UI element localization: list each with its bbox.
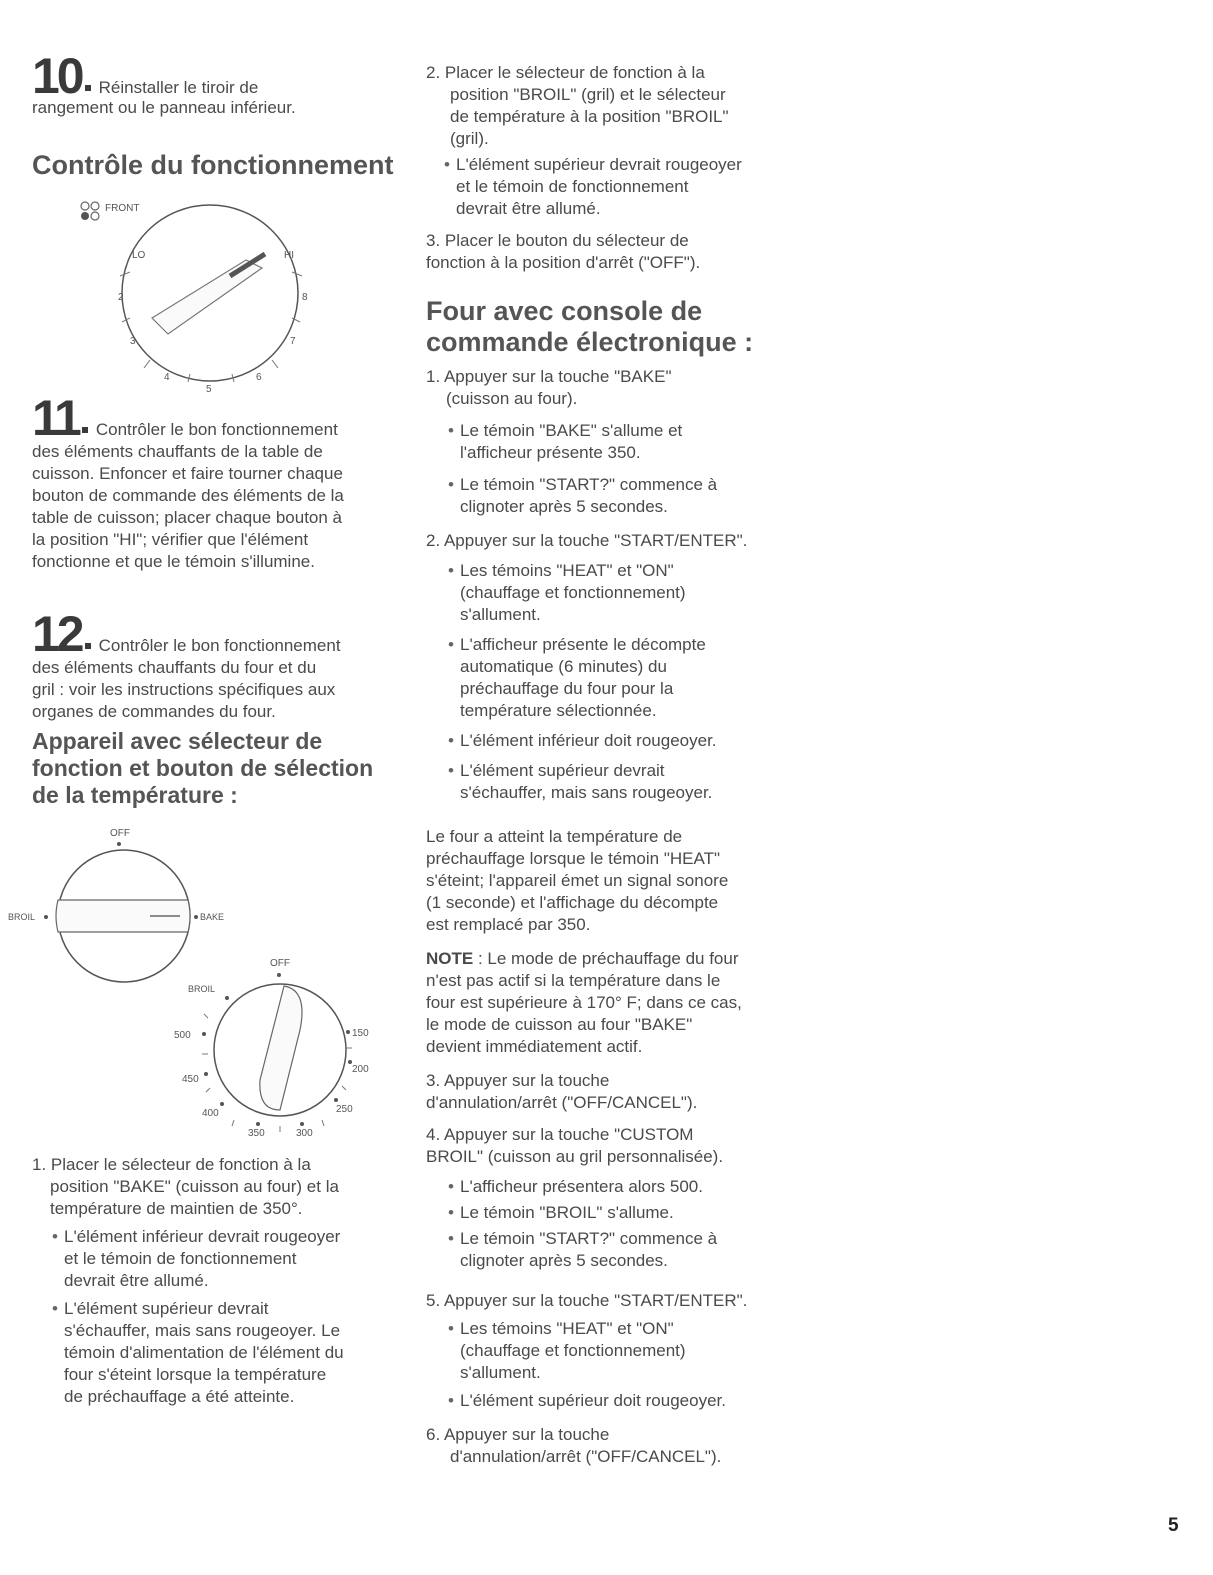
step-bullet-square <box>82 427 88 433</box>
step-12-number: 12 <box>32 606 82 662</box>
bullet-line: témoin d'alimentation de l'élément du <box>64 1343 344 1362</box>
e6-line: d'annulation/arrêt ("OFF/CANCEL"). <box>450 1447 722 1466</box>
item-1-line: 1. Placer le sélecteur de fonction à la <box>32 1155 311 1174</box>
step-12-first: Contrôler le bon fonctionnement <box>98 636 341 655</box>
temp-150-label: 150 <box>352 1028 369 1039</box>
bullet-line: clignoter après 5 secondes. <box>460 1251 668 1270</box>
bullet-line: s'échauffer, mais sans rougeoyer. <box>460 783 713 802</box>
note-line: : Le mode de préchauffage du four <box>473 949 739 968</box>
bullet-line: automatique (6 minutes) du <box>460 657 667 676</box>
bake-label: BAKE <box>200 912 225 922</box>
e2-bullet <box>446 634 796 722</box>
bullet-line: (chauffage et fonctionnement) <box>460 583 686 602</box>
bullet-line: • Le témoin "BROIL" s'allume. <box>460 1203 674 1222</box>
indicator-lights-icon <box>81 202 99 220</box>
heading-selector-line: de la température : <box>32 782 238 808</box>
bullet-line: • L'élément inférieur doit rougeoyer. <box>460 731 717 750</box>
front-label: FRONT <box>105 203 140 214</box>
e-step-5 <box>426 1290 796 1412</box>
e2-line: 2. Appuyer sur la touche "START/ENTER". <box>426 531 748 550</box>
bullet-line: four s'éteint lorsque la température <box>64 1365 327 1384</box>
bullet-line: • Le témoin "START?" commence à <box>460 1229 718 1248</box>
heading-control: Contrôle du fonctionnement <box>32 150 394 180</box>
item-1-bullet <box>50 1298 402 1408</box>
e5-line: 5. Appuyer sur la touche "START/ENTER". <box>426 1291 748 1310</box>
setting-2-label: 2 <box>118 292 124 303</box>
bullet-line: • Les témoins "HEAT" et "ON" <box>460 561 674 580</box>
bullet-line: s'allument. <box>460 605 541 624</box>
step-12-line: organes de commandes du four. <box>32 702 276 721</box>
bullet-line: préchauffage du four pour la <box>460 679 674 698</box>
para-line: s'éteint; l'appareil émet un signal sonore <box>426 871 729 890</box>
heading-electronic-line: Four avec console de <box>426 296 703 326</box>
item-2-line: de température à la position "BROIL" <box>450 107 729 126</box>
temperature-knob-diagram <box>160 950 390 1145</box>
para-line: préchauffage lorsque le témoin "HEAT" <box>426 849 720 868</box>
e4-line: BROIL" (cuisson au gril personnalisée). <box>426 1147 724 1166</box>
item-2-line: position "BROIL" (gril) et le sélecteur <box>450 85 726 104</box>
note-line: n'est pas actif si la température dans le <box>426 971 721 990</box>
note-line: devient immédiatement actif. <box>426 1037 643 1056</box>
heading-electronic <box>426 296 806 358</box>
off-label: OFF <box>110 828 130 839</box>
e2-bullet <box>446 760 796 804</box>
step-10 <box>32 48 412 119</box>
bullet-line: • L'élément supérieur devrait <box>64 1299 269 1318</box>
lo-label: LO <box>132 250 146 261</box>
e4-line: 4. Appuyer sur la touche "CUSTOM <box>426 1125 694 1144</box>
bullet-line: • L'afficheur présente le décompte <box>460 635 706 654</box>
step-11-line: des éléments chauffants de la table de <box>32 442 323 461</box>
temp-400-label: 400 <box>202 1108 219 1119</box>
step-12 <box>32 606 402 723</box>
e1-bullet <box>446 474 796 518</box>
item-2-line: (gril). <box>450 129 489 148</box>
step-bullet-square <box>85 85 91 91</box>
item-3-line: fonction à la position d'arrêt ("OFF"). <box>426 253 701 272</box>
para-line: Le four a atteint la température de <box>426 827 683 846</box>
page-number: 5 <box>1168 1515 1179 1536</box>
bullet-line: • L'élément inférieur devrait rougeoyer <box>64 1227 341 1246</box>
note-label: NOTE <box>426 949 474 968</box>
e4-bullet <box>446 1176 796 1198</box>
step-11-first: Contrôler le bon fonctionnement <box>95 420 338 439</box>
bullet-line: et le témoin de fonctionnement <box>456 177 689 196</box>
step-10-text: Réinstaller le tiroir de <box>98 78 259 97</box>
item-1-line: position "BAKE" (cuisson au four) et la <box>50 1177 339 1196</box>
setting-3-label: 3 <box>130 336 136 347</box>
bullet-line: de préchauffage a été atteinte. <box>64 1387 295 1406</box>
e2-bullet <box>446 730 796 752</box>
e-step-6 <box>426 1424 796 1468</box>
temp-200-label: 200 <box>352 1064 369 1075</box>
bullet-line: • L'élément supérieur doit rougeoyer. <box>460 1391 726 1410</box>
step-bullet-square <box>85 643 91 649</box>
temp-500-label: 500 <box>174 1030 191 1041</box>
setting-4-label: 4 <box>164 372 170 383</box>
e1-line: (cuisson au four). <box>446 389 578 408</box>
step-11-line: bouton de commande des éléments de la <box>32 486 344 505</box>
bullet-line: devrait être allumé. <box>456 199 601 218</box>
step-11-number: 11 <box>32 390 79 446</box>
bullet-line: clignoter après 5 secondes. <box>460 497 668 516</box>
step-12-line: gril : voir les instructions spécifiques aux <box>32 680 336 699</box>
heading-selector <box>32 728 412 809</box>
bullet-line: • Les témoins "HEAT" et "ON" <box>460 1319 674 1338</box>
item-1-bullet <box>50 1226 402 1292</box>
item-2 <box>426 62 796 220</box>
e3-line: d'annulation/arrêt ("OFF/CANCEL"). <box>426 1093 698 1112</box>
setting-7-label: 7 <box>290 336 296 347</box>
e5-bullet <box>446 1390 796 1412</box>
broil-label: BROIL <box>8 912 36 922</box>
item-2-line: 2. Placer le sélecteur de fonction à la <box>426 63 705 82</box>
step-12-line: des éléments chauffants du four et du <box>32 658 317 677</box>
e3-line: 3. Appuyer sur la touche <box>426 1071 610 1090</box>
bullet-line: l'afficheur présente 350. <box>460 443 641 462</box>
temp-250-label: 250 <box>336 1104 353 1115</box>
bullet-line: • Le témoin "START?" commence à <box>460 475 718 494</box>
e6-line: 6. Appuyer sur la touche <box>426 1425 610 1444</box>
bullet-line: • L'élément supérieur devrait rougeoyer <box>456 155 742 174</box>
item-2-bullet <box>442 154 796 220</box>
bullet-line: (chauffage et fonctionnement) <box>460 1341 686 1360</box>
step-10-number: 10 <box>32 48 82 104</box>
item-1 <box>32 1154 402 1408</box>
e5-bullet <box>446 1318 796 1384</box>
e1-bullet <box>446 420 796 464</box>
note-line: four est supérieure à 170° F; dans ce cas, <box>426 993 742 1012</box>
para-line: est remplacé par 350. <box>426 915 591 934</box>
bullet-line: température sélectionnée. <box>460 701 657 720</box>
temp-350-label: 350 <box>248 1128 265 1139</box>
heading-selector-line: fonction et bouton de sélection <box>32 755 374 781</box>
step-11-line: fonctionne et que le témoin s'illumine. <box>32 552 315 571</box>
hi-label: HI <box>284 250 294 261</box>
off-label: OFF <box>270 958 290 969</box>
bullet-line: • L'élément supérieur devrait <box>460 761 665 780</box>
e4-bullet <box>446 1228 796 1272</box>
broil-label: BROIL <box>188 984 216 994</box>
e-step-3 <box>426 1070 796 1114</box>
e1-line: 1. Appuyer sur la touche "BAKE" <box>426 367 672 386</box>
bullet-line: • L'afficheur présentera alors 500. <box>460 1177 703 1196</box>
e-step-2 <box>426 530 796 804</box>
bullet-line: s'allument. <box>460 1363 541 1382</box>
bullet-line: devrait être allumé. <box>64 1271 209 1290</box>
temp-450-label: 450 <box>182 1074 199 1085</box>
e4-bullet <box>446 1202 796 1224</box>
bullet-line: et le témoin de fonctionnement <box>64 1249 297 1268</box>
burner-knob-diagram <box>60 196 350 406</box>
step-11-line: table de cuisson; placer chaque bouton à <box>32 508 343 527</box>
item-3 <box>426 230 796 274</box>
bullet-line: • Le témoin "BAKE" s'allume et <box>460 421 683 440</box>
note-paragraph <box>426 948 796 1058</box>
e-step-4 <box>426 1124 796 1272</box>
item-3-line: 3. Placer le bouton du sélecteur de <box>426 231 689 250</box>
step-11-line: la position "HI"; vérifier que l'élément <box>32 530 309 549</box>
bullet-line: s'échauffer, mais sans rougeoyer. Le <box>64 1321 341 1340</box>
para-line: (1 seconde) et l'affichage du décompte <box>426 893 719 912</box>
heading-electronic-line: commande électronique : <box>426 327 754 357</box>
setting-5-label: 5 <box>206 384 212 395</box>
note-line: le mode de cuisson au four "BAKE" <box>426 1015 693 1034</box>
temp-300-label: 300 <box>296 1128 313 1139</box>
item-1-line: température de maintien de 350°. <box>50 1199 303 1218</box>
step-11-line: cuisson. Enfoncer et faire tourner chaque <box>32 464 343 483</box>
step-10-text-cont: rangement ou le panneau inférieur. <box>32 98 296 117</box>
e-step-1 <box>426 366 796 518</box>
preheat-paragraph <box>426 826 796 936</box>
e2-bullet <box>446 560 796 626</box>
heading-selector-line: Appareil avec sélecteur de <box>32 728 323 754</box>
setting-6-label: 6 <box>256 372 262 383</box>
step-11 <box>32 390 402 573</box>
setting-8-label: 8 <box>302 292 308 303</box>
